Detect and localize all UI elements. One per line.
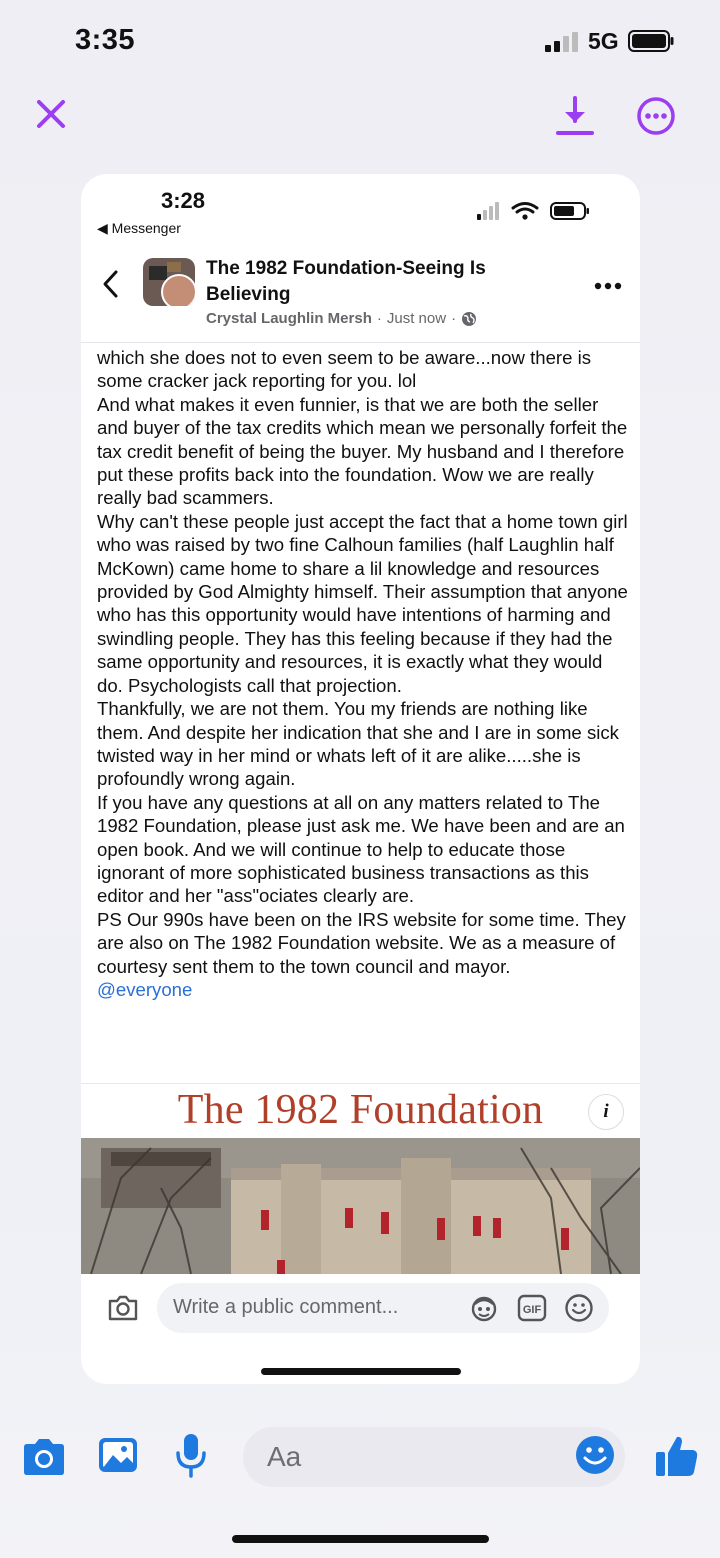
composer-camera-icon[interactable] xyxy=(22,1437,66,1477)
link-preview-title[interactable]: The 1982 Foundation xyxy=(177,1087,544,1133)
message-placeholder: Aa xyxy=(267,1441,302,1472)
post-timestamp: Just now xyxy=(386,310,447,327)
globe-icon xyxy=(461,311,477,327)
camera-icon[interactable] xyxy=(107,1294,139,1322)
svg-text:GIF: GIF xyxy=(522,1304,542,1316)
comment-input[interactable] xyxy=(157,1283,609,1333)
emoji-picker-icon[interactable] xyxy=(575,1435,615,1475)
info-icon[interactable]: i xyxy=(588,1094,624,1130)
avatar-sticker-icon[interactable] xyxy=(469,1294,499,1322)
gif-icon[interactable] xyxy=(517,1294,547,1322)
chevron-left-icon[interactable] xyxy=(101,269,119,299)
link-preview-image[interactable] xyxy=(81,1138,640,1274)
post-options-icon[interactable] xyxy=(594,282,622,290)
comment-placeholder: Write a public comment... xyxy=(173,1296,399,1318)
shared-screenshot[interactable] xyxy=(81,174,640,1384)
post-paragraph: PS Our 990s have been on the IRS website for some time. They are also on The 1982 Foundation website. We as a measure of courtesy sent them to the town council and mayor. xyxy=(97,908,626,977)
header-divider xyxy=(81,342,640,343)
message-input[interactable] xyxy=(243,1427,625,1487)
author-avatar xyxy=(161,274,195,306)
back-to-messenger: ◀ Messenger xyxy=(97,220,181,236)
mention-link[interactable]: @everyone xyxy=(97,978,193,1000)
thumbs-up-icon[interactable] xyxy=(653,1433,699,1479)
download-icon[interactable] xyxy=(555,95,595,137)
link-preview-divider xyxy=(81,1083,640,1084)
microphone-icon[interactable] xyxy=(175,1433,207,1479)
group-avatar[interactable] xyxy=(143,258,195,306)
group-title[interactable]: The 1982 Foundation-Seeing Is Believing xyxy=(206,258,486,305)
post-body xyxy=(97,346,629,1001)
cellular-signal-icon xyxy=(545,32,581,52)
home-indicator xyxy=(232,1535,489,1543)
post-paragraph: And what makes it even funnier, is that we are both the seller and buyer of the tax credits which mean we personally forfeit the tax credit benefit of being the buyer. My husband and I therefore put these profits back into the foundation. Wow we are really really bad scammers. xyxy=(97,393,628,509)
post-paragraph: which she does not to even seem to be aware...now there is some cracker jack reporting for you. lol xyxy=(97,347,592,392)
inner-home-indicator xyxy=(261,1368,461,1375)
gallery-icon[interactable] xyxy=(97,1435,139,1475)
post-paragraph: Why can't these people just accept the fact that a home town girl who was raised by two fine Calhoun families (half Laughlin half McKown) came home to share a lil knowledge and resources provided by God Almighty himself. Their assumption that anyone who has this opportunity would have intentions of harming and swindling people. They has this feeling because if they had the same opportunity and resources, it is exactly what they would do. Psychologists call that projection. xyxy=(97,510,628,696)
post-paragraph: Thankfully, we are not them. You my friends are nothing like them. And despite her indication that she and I are in some sick twisted way in her mind or whats left of it are alike.....she is profoundly wrong again. xyxy=(97,698,619,790)
inner-status-time: 3:28 xyxy=(161,188,206,213)
battery-icon xyxy=(628,30,674,52)
status-time: 3:35 xyxy=(75,24,136,56)
meta-separator-2: · xyxy=(451,310,457,327)
meta-separator: · xyxy=(376,310,382,327)
inner-status-icons xyxy=(477,200,593,222)
emoji-icon[interactable] xyxy=(564,1293,594,1323)
close-icon[interactable] xyxy=(35,98,67,130)
post-meta xyxy=(206,310,477,327)
more-options-icon[interactable] xyxy=(636,96,676,136)
post-author[interactable]: Crystal Laughlin Mersh xyxy=(206,310,372,327)
network-label: 5G xyxy=(588,28,619,54)
post-paragraph: If you have any questions at all on any matters related to The 1982 Foundation, please just ask me. We have been and are an open book. And we will continue to help to educate those ignorant of more sophisticated business transactions as this editor and her "ass"ociates clearly are. xyxy=(97,791,625,907)
